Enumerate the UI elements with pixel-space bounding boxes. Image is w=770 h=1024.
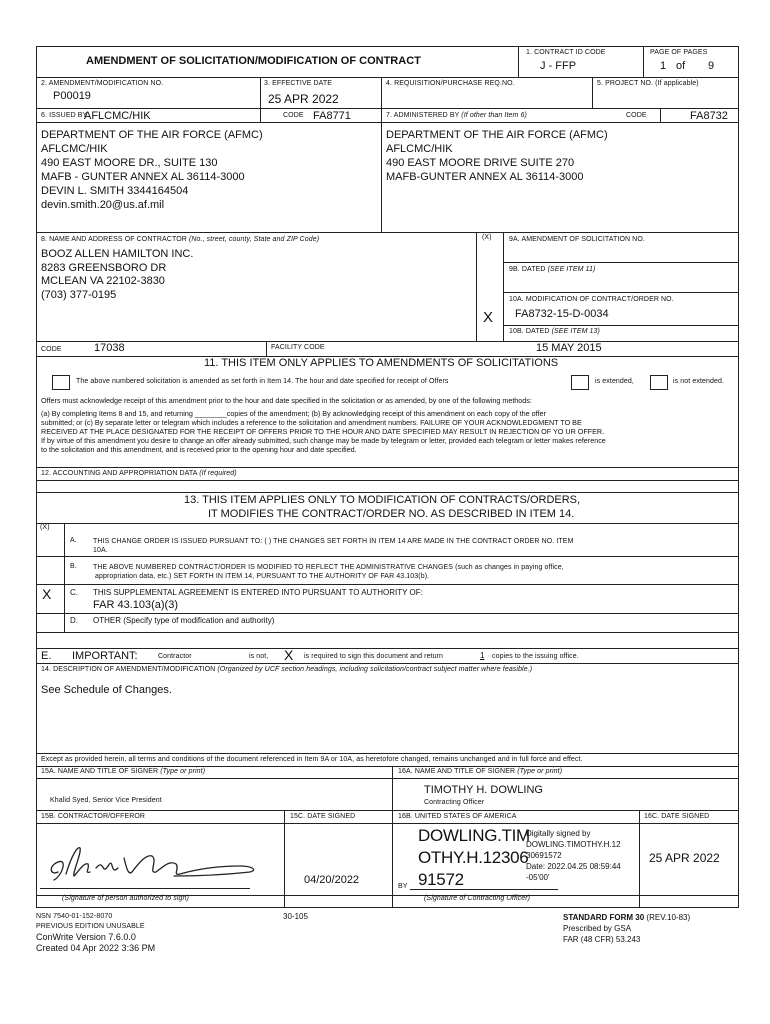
facility-code-label: FACILITY CODE	[271, 344, 325, 351]
admin-code-value: FA8732	[690, 110, 728, 122]
footer-left: NSN 7540-01-152-8070 PREVIOUS EDITION UNUSABLE ConWrite Version 7.6.0.0 Created 04 Apr 2022 3:36 PM	[36, 913, 156, 953]
item13-a-letter: A.	[70, 537, 77, 544]
item13-c-letter: C.	[70, 588, 78, 597]
dated-9b-label: 9B. DATED (SEE ITEM 11)	[509, 266, 596, 273]
amendment-no-value: P00019	[53, 90, 91, 102]
item13-d-letter: D.	[70, 616, 78, 625]
issued-by-value: AFLCMC/HIK	[84, 110, 151, 122]
important-x-mark: X	[284, 647, 294, 663]
requisition-label: 4. REQUISITION/PURCHASE REQ.NO.	[386, 80, 515, 87]
important-is-not: is not,	[249, 653, 269, 660]
item11-line1: The above numbered solicitation is amended as set forth in Item 14. The hour and date specified for receipt of Offers	[76, 378, 449, 385]
by-label: BY	[398, 883, 408, 890]
signature-15-caption: (Signature of person authorized to sign)	[62, 895, 189, 902]
admin-code-label: CODE	[626, 112, 647, 119]
item13-d-text: OTHER (Specify type of modification and authority)	[93, 616, 275, 625]
digital-signature-info: Digitally signed by DOWLING.TIMOTHY.H.12 30691572 Date: 2022.04.25 08:59:44 -05'00'	[526, 829, 621, 882]
signer-15a-label: 15A. NAME AND TITLE OF SIGNER (Type or print)	[41, 768, 206, 775]
issued-by-address: DEPARTMENT OF THE AIR FORCE (AFMC) AFLCMC/HIK 490 EAST MOORE DR., SUITE 130 MAFB - GUNTER ANNEX AL 36114-3000 DEVIN L. SMITH 3344164504 devin.smith.20@us.af.mil	[41, 129, 263, 211]
page-number: 1	[660, 60, 667, 72]
contractor-code-value: 17038	[94, 342, 125, 354]
item13-c-authority: FAR 43.103(a)(3)	[93, 599, 178, 611]
important-letter: E.	[41, 650, 52, 662]
digital-signature-name: DOWLING.TIM OTHY.H.12306 91572	[418, 826, 530, 889]
important-copies: 1	[480, 651, 485, 660]
contractor-code-label: CODE	[41, 346, 62, 353]
amendment-solicitation-label: 9A. AMENDMENT OF SOLICITATION NO.	[509, 236, 645, 243]
issued-code-value: FA8771	[313, 110, 351, 122]
footer-right: STANDARD FORM 30 (REV.10-83) Prescribed by GSA FAR (48 CFR) 53.243	[563, 913, 691, 944]
important-contractor: Contractor	[158, 653, 192, 660]
effective-date-value: 25 APR 2022	[268, 92, 339, 106]
contractor-label: 8. NAME AND ADDRESS OF CONTRACTOR (No., street, county, State and ZIP Code)	[41, 236, 320, 243]
issued-by-label: 6. ISSUED BY	[41, 112, 88, 119]
modification-contract-label: 10A. MODIFICATION OF CONTRACT/ORDER NO.	[509, 296, 674, 303]
item13-c-x-mark: X	[42, 586, 52, 602]
dated-10b-label: 10B. DATED (SEE ITEM 13)	[509, 328, 600, 335]
extended-checkbox[interactable]	[571, 375, 589, 390]
important-label: IMPORTANT:	[72, 650, 138, 662]
contractor-signature	[44, 836, 264, 886]
signature-16-caption: (Signature of Contracting Officer)	[424, 895, 531, 902]
modification-contract-value: FA8732-15-D-0034	[515, 308, 609, 320]
administered-by-address: DEPARTMENT OF THE AIR FORCE (AFMC) AFLCMC/HIK 490 EAST MOORE DRIVE SUITE 270 MAFB-GUNTER ANNEX AL 36114-3000	[386, 129, 608, 183]
extended-label: is extended,	[595, 378, 634, 385]
not-extended-label: is not extended.	[673, 378, 725, 385]
total-pages: 9	[708, 60, 715, 72]
signer-16a-label: 16A. NAME AND TITLE OF SIGNER (Type or print)	[398, 768, 563, 775]
description-label: 14. DESCRIPTION OF AMENDMENT/MODIFICATION (Organized by UCF section headings, including solicitation/contract subject matter where feasible.)	[41, 666, 533, 673]
project-no-label: 5. PROJECT NO. (If applicable)	[597, 80, 699, 87]
x-column-label: (X)	[482, 234, 492, 241]
signer-16a-title: Contracting Officer	[424, 799, 485, 806]
effective-date-label: 3. EFFECTIVE DATE	[264, 80, 333, 87]
description-text: See Schedule of Changes.	[41, 684, 172, 696]
form-number: 30-105	[283, 912, 308, 921]
date-signed-16c-label: 16C. DATE SIGNED	[644, 813, 710, 820]
contract-id-label: 1. CONTRACT ID CODE	[526, 49, 606, 56]
amendment-no-label: 2. AMENDMENT/MODIFICATION NO.	[41, 80, 164, 87]
date-signed-15c-label: 15C. DATE SIGNED	[290, 813, 356, 820]
item11-title: 11. THIS ITEM ONLY APPLIES TO AMENDMENTS OF SOLICITATIONS	[204, 357, 559, 369]
page-of-word: of	[676, 60, 686, 72]
form-title: AMENDMENT OF SOLICITATION/MODIFICATION OF CONTRACT	[86, 55, 421, 67]
accounting-label: 12. ACCOUNTING AND APPROPRIATION DATA (If required)	[41, 470, 237, 477]
item13-title-line2: IT MODIFIES THE CONTRACT/ORDER NO. AS DESCRIBED IN ITEM 14.	[208, 508, 575, 520]
modification-x-mark: X	[483, 309, 494, 326]
signer-16a-name: TIMOTHY H. DOWLING	[424, 784, 543, 796]
date-signed-16c-value: 25 APR 2022	[649, 851, 720, 865]
item13-a-text: THIS CHANGE ORDER IS ISSUED PURSUANT TO: ( ) THE CHANGES SET FORTH IN ITEM 14 ARE MADE IN THE CONTRACT ORDER NO. ITEM 10A.	[93, 538, 574, 554]
item13-c-text: THIS SUPPLEMENTAL AGREEMENT IS ENTERED INTO PURSUANT TO AUTHORITY OF:	[93, 588, 423, 597]
usa-16b-label: 16B. UNITED STATES OF AMERICA	[398, 813, 517, 820]
dated-10b-value: 15 MAY 2015	[536, 342, 602, 354]
contractor-offeror-label: 15B. CONTRACTOR/OFFEROR	[41, 813, 146, 820]
item13-x-label: (X)	[40, 524, 50, 531]
signer-15a-value: Khalid Syed, Senior Vice President	[50, 797, 162, 804]
item11-instructions: Offers must acknowledge receipt of this amendment prior to the hour and date specified in the solicitation or as amended, by one of the following methods: (a) By completing Items 8 and 15, and returning ________copies of the amendment; (b) By acknowledging receipt of this amendment on each copy of the offer submitted; or (c) By separate letter or telegram which includes a reference to the solicitation and amendment numbers. FAILURE OF YOUR ACKNOWLEDGMENT TO BE RECEIVED AT THE PLACE DESIGNATED FOR THE RECEIPT OF OFFERS PRIOR TO THE HOUR AND DATE SPECIFIED MAY RESULT IN REJECTION OF YO UR OFFER. If by virtue of this amendment you desire to change an offer already submitted, such change may be made by telegram or letter, provided each telegram or letter makes reference to the solicitation and this amendment, and is received prior to the opening hour and date specified.	[41, 396, 606, 454]
administered-by-label: 7. ADMINISTERED BY (If other than Item 6)	[386, 112, 527, 119]
contractor-address: BOOZ ALLEN HAMILTON INC. 8283 GREENSBORO DR MCLEAN VA 22102-3830 (703) 377-0195	[41, 248, 194, 301]
except-statement: Except as provided herein, all terms and conditions of the document referenced in Item 9A or 10A, as heretofore changed, remains unchanged and in full force and effect.	[41, 756, 583, 763]
item13-b-letter: B.	[70, 563, 77, 570]
important-rest: copies to the issuing office.	[492, 653, 579, 660]
important-required: is required to sign this document and return	[304, 653, 444, 660]
contract-id-value: J - FFP	[540, 60, 577, 72]
page-of-pages-label: PAGE OF PAGES	[650, 49, 708, 56]
date-signed-15c-value: 04/20/2022	[304, 874, 360, 886]
not-extended-checkbox[interactable]	[650, 375, 668, 390]
item13-title-line1: 13. THIS ITEM APPLIES ONLY TO MODIFICATION OF CONTRACTS/ORDERS,	[184, 494, 581, 506]
item13-b-text: THE ABOVE NUMBERED CONTRACT/ORDER IS MODIFIED TO REFLECT THE ADMINISTRATIVE CHANGES (such as changes in paying office, appropriation data, etc.) SET FORTH IN ITEM 14, PURSUANT TO THE AUTHORITY OF FAR 43.103(b).	[93, 564, 564, 580]
issued-code-label: CODE	[283, 112, 304, 119]
solicitation-amended-checkbox[interactable]	[52, 375, 70, 390]
